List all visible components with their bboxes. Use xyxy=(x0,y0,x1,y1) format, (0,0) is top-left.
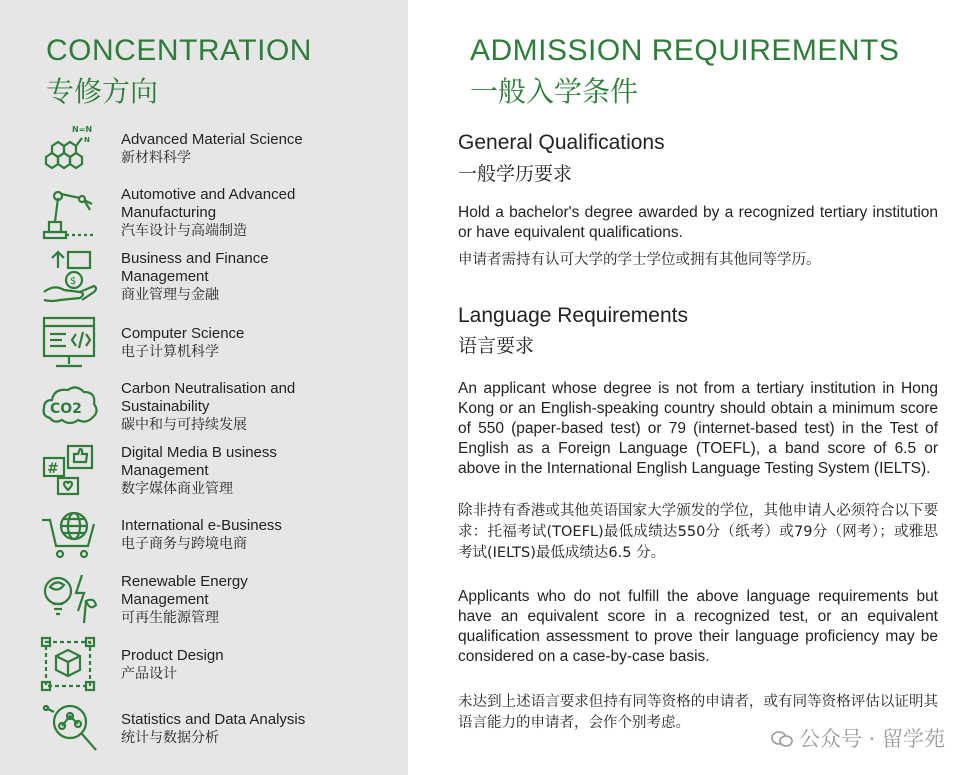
general-qualifications-heading: General Qualifications xyxy=(458,131,665,154)
data-magnifier-icon xyxy=(40,700,100,758)
item-label-zh: 电子计算机科学 xyxy=(121,344,219,360)
item-label-zh: 商业管理与金融 xyxy=(121,287,219,303)
watermark-text: 公众号 · 留学苑 xyxy=(798,727,945,751)
concentration-title-zh: 专修方向 xyxy=(46,75,159,108)
svg-text:N: N xyxy=(84,136,90,144)
admission-panel xyxy=(408,0,975,775)
concentration-title: CONCENTRATION xyxy=(46,34,312,67)
item-label-en: Digital Media B usiness Management xyxy=(121,444,277,479)
concentration-item-e-business xyxy=(40,506,370,564)
item-label-en: Computer Science xyxy=(121,325,245,342)
wechat-icon xyxy=(771,729,793,747)
molecule-icon xyxy=(40,120,100,178)
item-label-en: Product Design xyxy=(121,647,224,664)
globe-cart-icon xyxy=(40,506,100,564)
item-label-en: Advanced Material Science xyxy=(121,131,303,148)
concentration-item-digital-media xyxy=(40,442,370,500)
product-cube-icon xyxy=(40,636,100,694)
item-label-en: Business and Finance Management xyxy=(121,250,269,285)
equivalent-qualification-text-zh: 未达到上述语言要求但持有同等资格的申请者，或有同等资格评估以证明其语言能力的申请者，会作个别考虑。 xyxy=(458,694,938,731)
general-qualifications-heading-zh: 一般学历要求 xyxy=(458,163,573,185)
svg-text:CO2: CO2 xyxy=(50,401,82,417)
general-qualifications-text-zh: 申请者需持有认可大学的学士学位或拥有其他同等学历。 xyxy=(458,252,821,268)
item-label-en: Statistics and Data Analysis xyxy=(121,711,306,728)
general-qualifications-text: Hold a bachelor's degree awarded by a recognized tertiary institution or have equivalent qualifications. xyxy=(458,204,938,241)
concentration-panel xyxy=(0,0,408,775)
language-requirements-heading-zh: 语言要求 xyxy=(458,335,535,357)
language-requirements-text-zh: 除非持有香港或其他英语国家大学颁发的学位，其他申请人必须符合以下要求：托福考试(TOEFL)最低成绩达550分（纸考）或79分（网考）；或雅思考试(IELTS)最低成绩达6.5 分。 xyxy=(458,503,938,561)
item-label-zh: 碳中和与可持续发展 xyxy=(121,417,247,433)
admission-title: ADMISSION REQUIREMENTS xyxy=(470,34,900,67)
concentration-item-carbon-neutralisation xyxy=(40,378,370,436)
concentration-item-product-design xyxy=(40,636,370,694)
renewable-energy-icon xyxy=(40,571,100,629)
language-requirements-heading: Language Requirements xyxy=(458,304,688,327)
item-label-zh: 可再生能源管理 xyxy=(121,610,219,626)
item-label-zh: 产品设计 xyxy=(121,666,177,682)
equivalent-qualification-text: Applicants who do not fulfill the above language requirements but have an equivalent score in a recognized test, or an equivalent qualification assessment to prove their language proficiency may be considered on a case-by-case basis. xyxy=(458,588,938,665)
item-label-zh: 数字媒体商业管理 xyxy=(121,481,233,497)
concentration-item-computer-science xyxy=(40,314,370,372)
item-label-zh: 电子商务与跨境电商 xyxy=(121,536,247,552)
concentration-item-material-science xyxy=(40,120,370,178)
concentration-item-renewable-energy xyxy=(40,571,370,629)
concentration-item-automotive xyxy=(40,184,370,242)
digital-media-icon xyxy=(40,442,100,500)
item-label-en: International e-Business xyxy=(121,517,282,534)
item-label-en: Renewable Energy Management xyxy=(121,573,248,608)
svg-text:$: $ xyxy=(70,276,77,287)
svg-text:N=N: N=N xyxy=(72,125,93,134)
item-label-zh: 新材料科学 xyxy=(121,150,191,166)
svg-text:#: # xyxy=(47,461,59,477)
item-label-en: Carbon Neutralisation and Sustainability xyxy=(121,380,296,415)
item-label-zh: 统计与数据分析 xyxy=(121,730,219,746)
co2-cloud-icon xyxy=(40,378,100,436)
item-label-en: Automotive and Advanced Manufacturing xyxy=(121,186,296,221)
concentration-item-statistics xyxy=(40,700,370,758)
finance-hand-icon xyxy=(40,248,100,306)
item-label-zh: 汽车设计与高端制造 xyxy=(121,223,247,239)
computer-code-icon xyxy=(40,314,100,372)
robot-arm-icon xyxy=(40,184,100,242)
admission-title-zh: 一般入学条件 xyxy=(470,75,639,108)
language-requirements-text: An applicant whose degree is not from a tertiary institution in Hong Kong or an English-speaking country should obtain a minimum score of 550 (paper-based test) or 79 (internet-based test) in the Test of English as a Foreign Language (TOEFL), a band score of 6.5 or above in the International English Language Testing System (IELTS). xyxy=(458,380,938,477)
watermark xyxy=(771,723,945,753)
concentration-item-business-finance xyxy=(40,248,370,306)
